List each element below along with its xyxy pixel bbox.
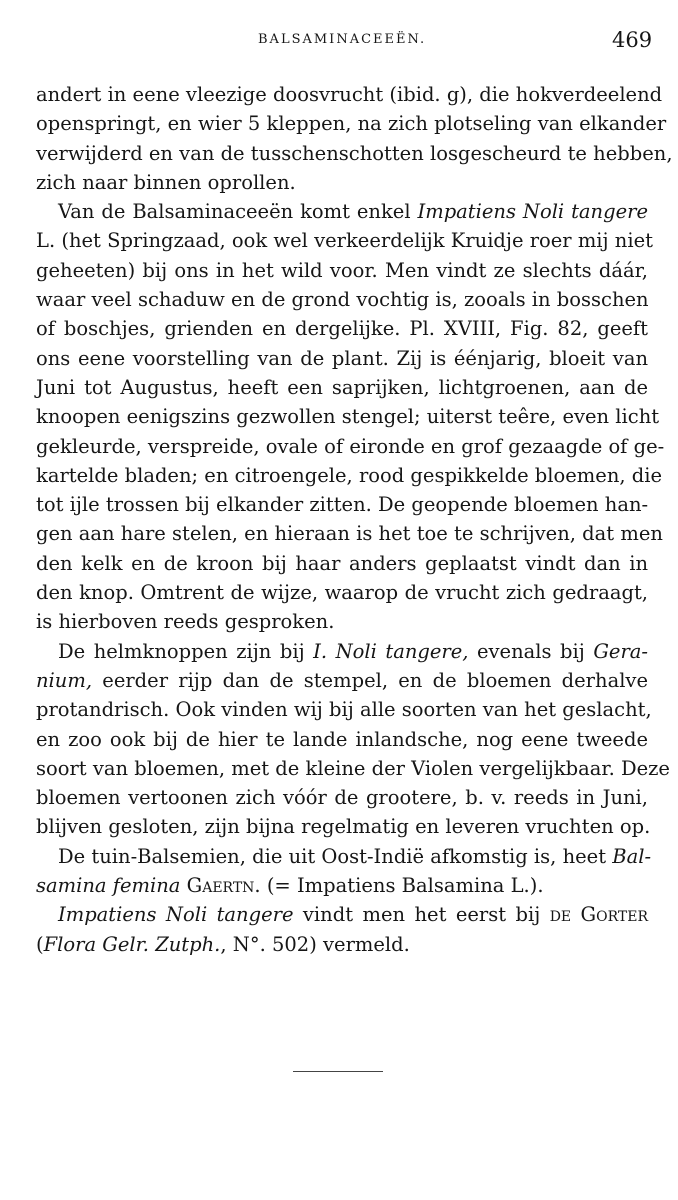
text-line (36, 930, 648, 959)
italic-run: Impatiens Noli tangere (417, 200, 648, 224)
page-header (0, 28, 678, 58)
text-run: bloemen vertoonen zich vóór de grootere, b. v. reeds in Juni, (36, 786, 648, 810)
small-caps-run: Gaertn. (186, 874, 261, 898)
text-run: is hierboven reeds gesproken. (36, 610, 335, 634)
text-line (36, 637, 648, 666)
paragraph (36, 197, 665, 636)
text-line (36, 871, 648, 900)
text-line (36, 80, 663, 109)
text-run: gen aan hare stelen, en hieraan is het toe te schrijven, dat men (36, 522, 663, 546)
italic-run: Bal- (612, 844, 652, 868)
text-run: waar veel schaduw en de grond vochtig is, zooals in bosschen (36, 288, 649, 312)
text-line (36, 285, 648, 314)
text-run: eerder rijp dan de stempel, en de bloemen derhalve (92, 668, 648, 692)
text-run: den kelk en de kroon bij haar anders geplaatst vindt dan in (36, 551, 648, 575)
text-line (36, 373, 648, 402)
text-run: vindt men het eerst bij (293, 903, 550, 927)
text-line (36, 226, 653, 255)
text-line (36, 578, 648, 607)
text-line (36, 197, 648, 226)
text-run: knoopen eenigszins gezwollen stengel; uiterst teêre, even licht (36, 405, 660, 429)
text-line (36, 812, 651, 841)
text-run: verwijderd en van de tusschenschotten losgescheurd te hebben, (36, 141, 673, 165)
text-run: evenals bij (468, 639, 594, 663)
text-run: en zoo ook bij de hier te lande inlandsche, nog eene tweede (36, 727, 648, 751)
text-line (36, 344, 648, 373)
text-line (36, 168, 648, 197)
text-run: Van de Balsaminaceeën komt enkel (58, 200, 418, 224)
text-line (36, 519, 663, 548)
text-line (36, 725, 648, 754)
text-run: (= Impatiens Balsamina L.). (260, 874, 544, 898)
text-line (36, 402, 660, 431)
page-number: 469 (612, 28, 653, 52)
text-line (36, 666, 648, 695)
italic-run: I. Noli tangere, (313, 639, 469, 663)
italic-run: Flora Gelr. Zutph. (43, 932, 221, 956)
text-run: L. (het Springzaad, ook wel verkeerdelijk Kruidje roer mij niet (36, 229, 653, 253)
text-line (36, 432, 665, 461)
italic-run: samina femina (36, 874, 181, 898)
text-line (36, 695, 652, 724)
text-run: protandrisch. Ook vinden wij bij alle soorten van het geslacht, (36, 698, 652, 722)
text-line (36, 461, 663, 490)
small-caps-run: de Gorter (549, 903, 648, 927)
text-run: Juni tot Augustus, heeft een saprijken, lichtgroenen, aan de (36, 375, 648, 399)
italic-run: nium, (36, 668, 93, 692)
text-run: gekleurde, verspreide, ovale of eironde en grof gezaagde of ge- (36, 434, 665, 458)
italic-run: Gera- (593, 639, 648, 663)
text-line (36, 109, 667, 138)
text-line (36, 900, 648, 929)
text-line (36, 754, 670, 783)
paragraph (36, 637, 670, 842)
italic-run: Impatiens Noli tangere (58, 903, 294, 927)
text-line (36, 490, 648, 519)
text-run: tot ijle trossen bij elkander zitten. De geopende bloemen han- (36, 493, 649, 517)
paragraph (36, 80, 673, 197)
paragraph (36, 842, 652, 901)
text-line (36, 842, 652, 871)
text-run: of boschjes, grienden en dergelijke. Pl. XVIII, Fig. 82, geeft (36, 317, 648, 341)
text-run: blijven gesloten, zijn bijna regelmatig en leveren vruchten op. (36, 815, 651, 839)
text-line (36, 549, 648, 578)
text-run: zich naar binnen oprollen. (36, 170, 296, 194)
text-line (36, 607, 648, 636)
end-rule (293, 1071, 383, 1072)
body-text (36, 80, 673, 959)
text-line (36, 139, 673, 168)
text-run: kartelde bladen; en citroengele, rood gespikkelde bloemen, die (36, 463, 663, 487)
text-run: geheeten) bij ons in het wild voor. Men vindt ze slechts dáár, (36, 258, 648, 282)
text-line (36, 783, 648, 812)
running-title: BALSAMINACEEËN. (258, 32, 427, 47)
text-run: De helmknoppen zijn bij (58, 639, 314, 663)
text-line (36, 314, 648, 343)
text-run: ons eene voorstelling van de plant. Zij is éénjarig, bloeit van (36, 346, 648, 370)
text-run: openspringt, en wier 5 kleppen, na zich plotseling van elkander (36, 112, 667, 136)
text-run: andert in eene vleezige doosvrucht (ibid. g), die hokverdeelend (36, 83, 663, 106)
text-run: soort van bloemen, met de kleine der Violen vergelijkbaar. Deze (36, 756, 670, 780)
text-run: ( (36, 932, 44, 956)
text-run: , N°. 502) vermeld. (220, 932, 410, 956)
text-line (36, 256, 648, 285)
paragraph (36, 900, 648, 959)
text-run: De tuin-Balsemien, die uit Oost-Indië afkomstig is, heet (58, 844, 613, 868)
text-run: den knop. Omtrent de wijze, waarop de vrucht zich gedraagt, (36, 581, 648, 605)
